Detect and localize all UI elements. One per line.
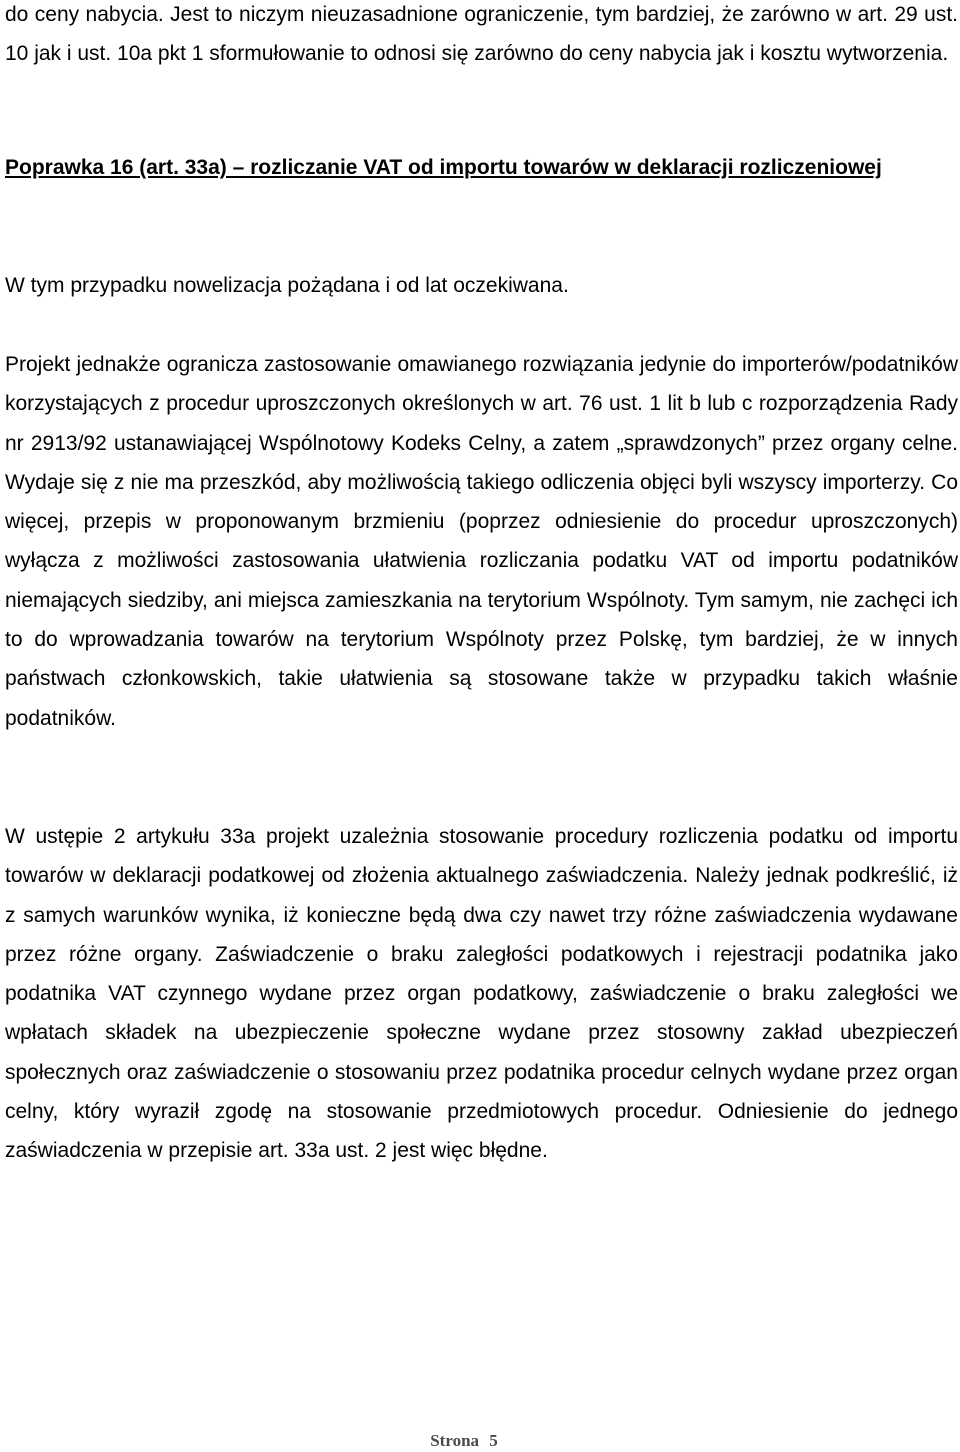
- paragraph-intro: do ceny nabycia. Jest to niczym nieuzasadnione ograniczenie, tym bardziej, że zarówno w art. 29 ust. 10 jak i ust. 10a pkt 1 sformułowanie to odnosi się zarówno do ceny nabycia jak i kosztu wytworzenia.: [5, 3, 958, 66]
- page-number: 5: [489, 1431, 498, 1450]
- paragraph-ust: W ustępie 2 artykułu 33a projekt uzależnia stosowanie procedury rozliczenia podatku od importu towarów w deklaracji podatkowej od złożenia aktualnego zaświadczenia. Należy jednak podkreślić, iż z samych warunków wynika, iż konieczne będą dwa czy nawet trzy różne zaświadczenia wydawane przez różne organy. Zaświadczenie o braku zaległości podatkowych i rejestracji podatnika jako podatnika VAT czynnego wydane przez organ podatkowy, zaświadczenie o braku zaległości we wpłatach składek na ubezpieczenie społeczne wydane przez stosowny zakład ubezpieczeń społecznych oraz zaświadczenie o stosowaniu przez podatnika procedur celnych wydane przez organ celny, który wyraził zgodę na stosowanie przedmiotowych procedur. Odniesienie do jednego zaświadczenia w przepisie art. 33a ust. 2 jest więc błędne.: [5, 825, 958, 1163]
- footer-label: Strona: [430, 1431, 480, 1450]
- page-footer: [0, 1430, 928, 1452]
- paragraph-project: Projekt jednakże ogranicza zastosowanie omawianego rozwiązania jedynie do importerów/podatników korzystających z procedur uproszczonych określonych w art. 76 ust. 1 lit b lub c rozporządzenia Rady nr 2913/92 ustanawiającej Wspólnotowy Kodeks Celny, a zatem „sprawdzonych” przez organy celne. Wydaje się z nie ma przeszkód, aby możliwością takiego odliczenia objęci byli wszyscy importerzy. Co więcej, przepis w proponowanym brzmieniu (poprzez odniesienie do procedur uproszczonych) wyłącza z możliwości zastosowania ułatwienia rozliczania podatku VAT od importu podatników niemających siedziby, ani miejsca zamieszkania na terytorium Wspólnoty. Tym samym, nie zachęci ich to do wprowadzania towarów na terytorium Wspólnoty przez Polskę, tym bardziej, że w innych państwach członkowskich, takie ułatwienia są stosowane także w przypadku takich właśnie podatników.: [5, 353, 958, 730]
- section-heading: Poprawka 16 (art. 33a) – rozliczanie VAT od importu towarów w deklaracji rozliczeniowej: [5, 156, 882, 179]
- paragraph-short: W tym przypadku nowelizacja pożądana i od lat oczekiwana.: [5, 274, 569, 297]
